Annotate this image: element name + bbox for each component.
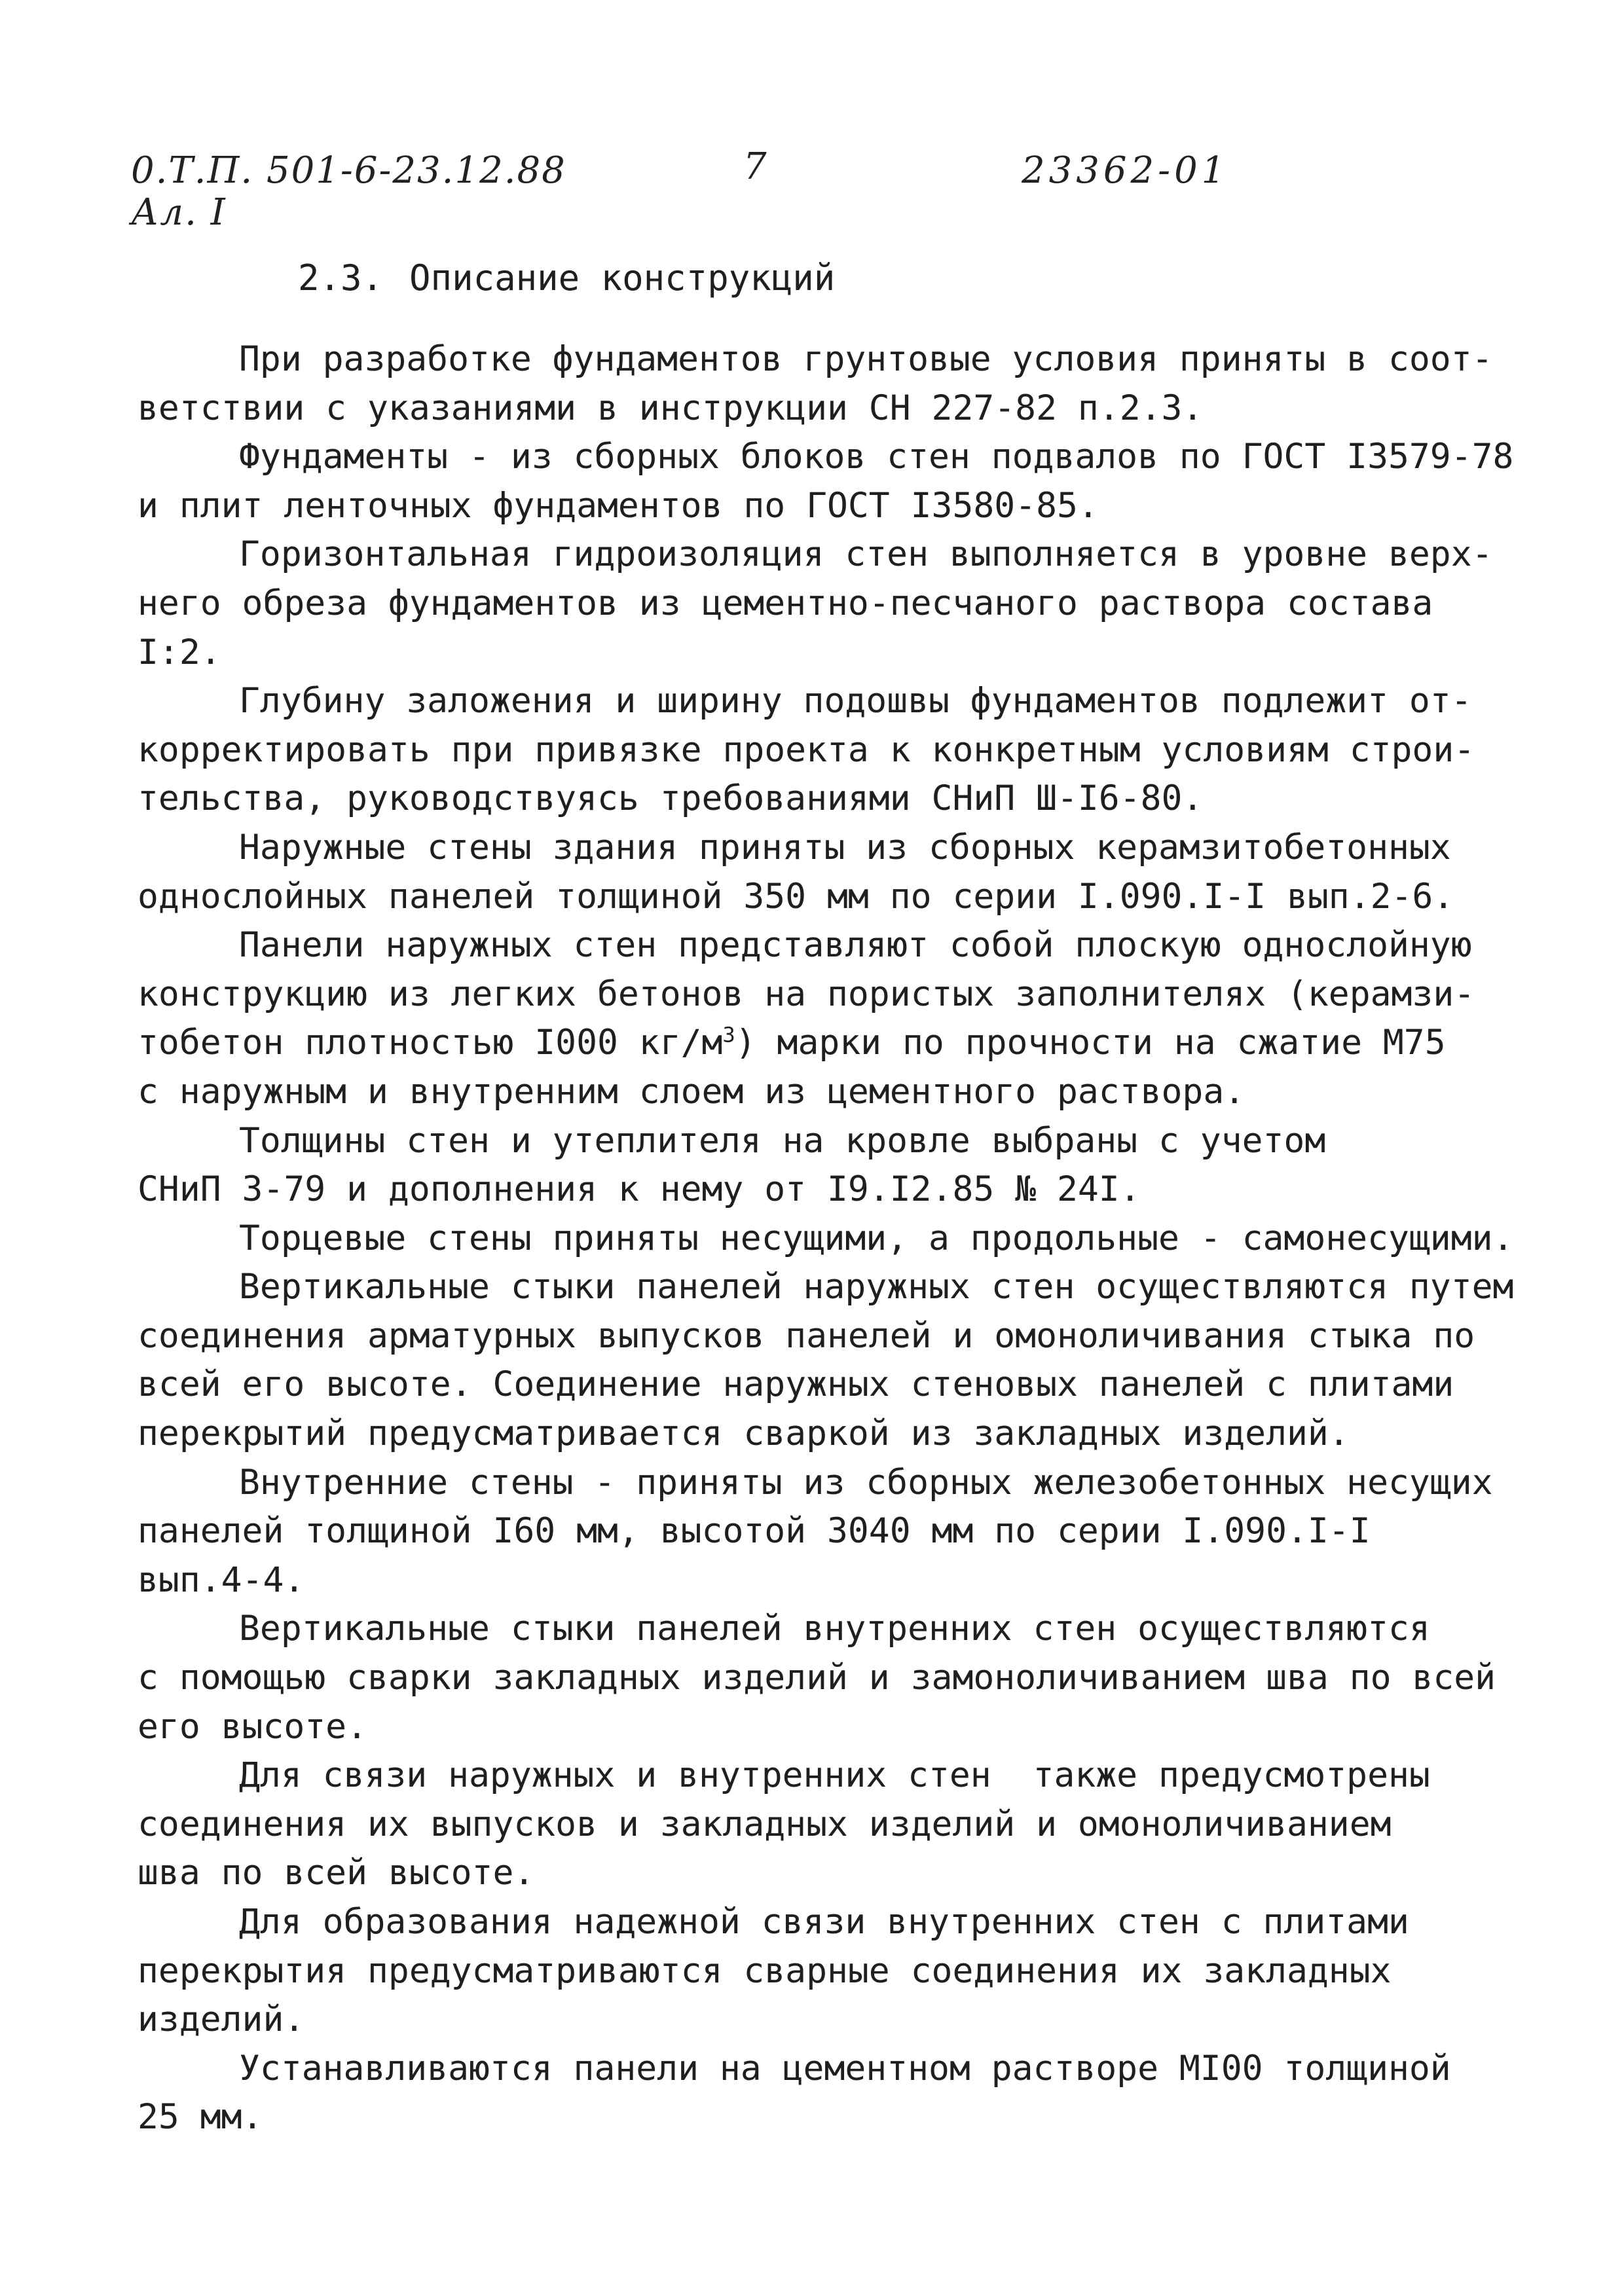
superscript: 3	[722, 1022, 735, 1048]
body-text	[138, 335, 1519, 2142]
text-line: Для связи наружных и внутренних стен также предусмотрены	[239, 1755, 1430, 1796]
text-line: Глубину заложения и ширину подошвы фундаментов подлежит от-	[239, 681, 1472, 721]
text-line: соединения арматурных выпусков панелей и омоноличивания стыка по	[138, 1315, 1475, 1356]
text-line: Торцевые стены приняты несущими, а продольные - самонесущими.	[239, 1218, 1514, 1258]
text-line	[138, 1019, 1519, 1068]
text-line: однослойных панелей толщиной 350 мм по серии I.090.I-I вып.2-6.	[138, 876, 1454, 917]
text-line: и плит ленточных фундаментов по ГОСТ I3580-85.	[138, 485, 1099, 526]
text-line: всей его высоте. Соединение наружных стеновых панелей с плитами	[138, 1364, 1454, 1405]
section-heading	[298, 254, 835, 302]
text-line: тельства, руководствуясь требованиями СНиП Ш-I6-80.	[138, 778, 1204, 819]
text-line: корректировать при привязке проекта к конкретным условиям строи-	[138, 729, 1475, 770]
text-line: шва по всей высоте.	[138, 1853, 535, 1893]
text-line: с наружным и внутренним слоем из цементного раствора.	[138, 1071, 1246, 1112]
page-number: 7	[743, 145, 768, 188]
section-title: Описание конструкций	[409, 257, 836, 299]
text-line: I:2.	[138, 632, 221, 672]
section-number: 2.3.	[298, 257, 384, 299]
text-line: Панели наружных стен представляют собой плоскую однослойную	[239, 925, 1472, 966]
text-line: него обреза фундаментов из цементно-песчаного раствора состава	[138, 583, 1433, 623]
text-line: с помощью сварки закладных изделий и замоноличиванием шва по всей	[138, 1658, 1496, 1698]
project-number: 23362-01	[1022, 149, 1229, 192]
document-code: 0.Т.П. 501-6-23.12.88	[131, 149, 566, 192]
text-line: его высоте.	[138, 1706, 367, 1747]
text-line: При разработке фундаментов грунтовые условия приняты в соот-	[239, 339, 1493, 379]
text-line: перекрытий предусматривается сваркой из закладных изделий.	[138, 1413, 1350, 1454]
text-line: Для образования надежной связи внутренних стен с плитами	[239, 1902, 1409, 1942]
text-line: изделий.	[138, 1999, 305, 2040]
text-fragment: ) марки по прочности на сжатие М75	[735, 1023, 1446, 1063]
text-line: Внутренние стены - приняты из сборных железобетонных несущих	[239, 1462, 1493, 1503]
text-line: перекрытия предусматриваются сварные соединения их закладных	[138, 1950, 1392, 1991]
text-line: Вертикальные стыки панелей внутренних стен осуществляются	[239, 1609, 1430, 1649]
text-line: 25 мм.	[138, 2097, 263, 2138]
text-line: ветствии с указаниями в инструкции СН 227-82 п.2.3.	[138, 388, 1204, 428]
text-line: Фундаменты - из сборных блоков стен подвалов по ГОСТ I3579-78	[239, 437, 1514, 477]
text-line: панелей толщиной I60 мм, высотой 3040 мм по серии I.090.I-I	[138, 1511, 1371, 1552]
album-number: Ал. I	[131, 191, 227, 234]
text-line: соединения их выпусков и закладных изделий и омоноличиванием	[138, 1804, 1392, 1844]
text-line: Вертикальные стыки панелей наружных стен осуществляются путем	[239, 1267, 1514, 1307]
text-line: Устанавливаются панели на цементном растворе МI00 толщиной	[239, 2048, 1451, 2088]
text-line: конструкцию из легких бетонов на пористых заполнителях (керамзи-	[138, 974, 1475, 1014]
text-line: Горизонтальная гидроизоляция стен выполняется в уровне верх-	[239, 534, 1493, 575]
text-line: Толщины стен и утеплителя на кровле выбраны с учетом	[239, 1120, 1326, 1161]
text-line: СНиП 3-79 и дополнения к нему от I9.I2.85 № 24I.	[138, 1169, 1141, 1210]
text-line: вып.4-4.	[138, 1559, 305, 1600]
text-line: Наружные стены здания приняты из сборных керамзитобетонных	[239, 827, 1451, 867]
text-fragment: тобетон плотностью I000 кг/м	[138, 1023, 723, 1063]
